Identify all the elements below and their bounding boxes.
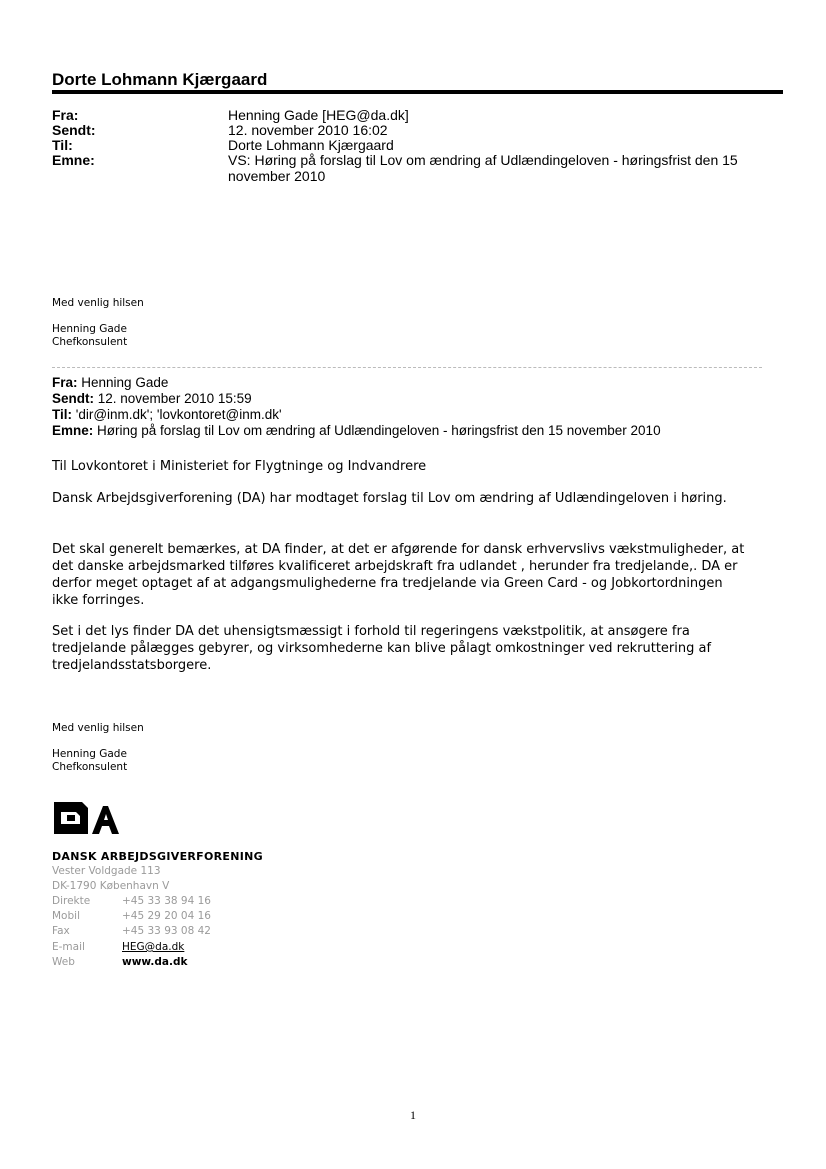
organization-name: DANSK ARBEJDSGIVERFORENING [52, 850, 263, 863]
signature-name: Henning Gade [52, 323, 127, 335]
subject-value: VS: Høring på forslag til Lov om ændring af Udlændingeloven - høringsfrist den 15 november 2010 [228, 152, 738, 184]
mobile-value: +45 29 20 04 16 [122, 910, 211, 922]
web-label: Web [52, 956, 75, 968]
document-title: Dorte Lohmann Kjærgaard [52, 70, 268, 89]
signature-bottom-name: Henning Gade [52, 748, 127, 760]
subject-label: Emne: [52, 152, 95, 168]
signature-bottom-greeting: Med venlig hilsen [52, 722, 144, 734]
web-link[interactable]: www.da.dk [122, 956, 188, 968]
body-paragraph-3: Det skal generelt bemærkes, at DA finder, at det er afgørende for dansk erhvervslivs vækstmuligheder, at det danske arbejdsmarked tilføres kvalificeret arbejdskraft fra udlandet , herunder fra tredjelande,. DA er derfor meget optaget af at adgangsmulighederne fra tredjelande via Green Card - og Jobkortordningen ikke forringes. [52, 542, 745, 608]
body-paragraph-4: Set i det lys finder DA det uhensigtsmæssigt i forhold til regeringens vækstpolitik, at ansøgere fra tredjelande pålægges gebyrer, og virksomhederne kan blive pålagt omkostninger ved rekruttering af tredjelandsstatsborgere. [52, 624, 712, 673]
address-line-1: Vester Voldgade 113 [52, 865, 161, 877]
page-number: 1 [410, 1108, 416, 1122]
forwarded-to: Til: 'dir@inm.dk'; 'lovkontoret@inm.dk' [52, 407, 282, 422]
signature-greeting: Med venlig hilsen [52, 297, 144, 309]
from-label: Fra: [52, 107, 79, 123]
address-line-2: DK-1790 København V [52, 880, 170, 892]
signature-bottom-role: Chefkonsulent [52, 761, 128, 773]
body-paragraph-1: Til Lovkontoret i Ministeriet for Flygtninge og Indvandrere [52, 459, 427, 474]
separator-line [52, 367, 762, 368]
email-link[interactable]: HEG@da.dk [122, 941, 185, 953]
signature-role: Chefkonsulent [52, 336, 128, 348]
to-label: Til: [52, 137, 73, 153]
da-logo-icon [52, 800, 122, 836]
forwarded-subject: Emne: Høring på forslag til Lov om ændring af Udlændingeloven - høringsfrist den 15 november 2010 [52, 423, 661, 438]
forwarded-sent: Sendt: 12. november 2010 15:59 [52, 391, 252, 406]
body-paragraph-2: Dansk Arbejdsgiverforening (DA) har modtaget forslag til Lov om ændring af Udlændingeloven i høring. [52, 491, 727, 506]
email-label: E-mail [52, 941, 85, 953]
from-value: Henning Gade [HEG@da.dk] [228, 107, 409, 123]
mobile-label: Mobil [52, 910, 80, 922]
to-value: Dorte Lohmann Kjærgaard [228, 137, 394, 153]
sent-value: 12. november 2010 16:02 [228, 122, 388, 138]
fax-value: +45 33 93 08 42 [122, 925, 211, 937]
forwarded-from: Fra: Henning Gade [52, 375, 169, 390]
title-rule [52, 90, 783, 94]
sent-label: Sendt: [52, 122, 96, 138]
direct-value: +45 33 38 94 16 [122, 895, 211, 907]
fax-label: Fax [52, 925, 70, 937]
direct-label: Direkte [52, 895, 91, 907]
